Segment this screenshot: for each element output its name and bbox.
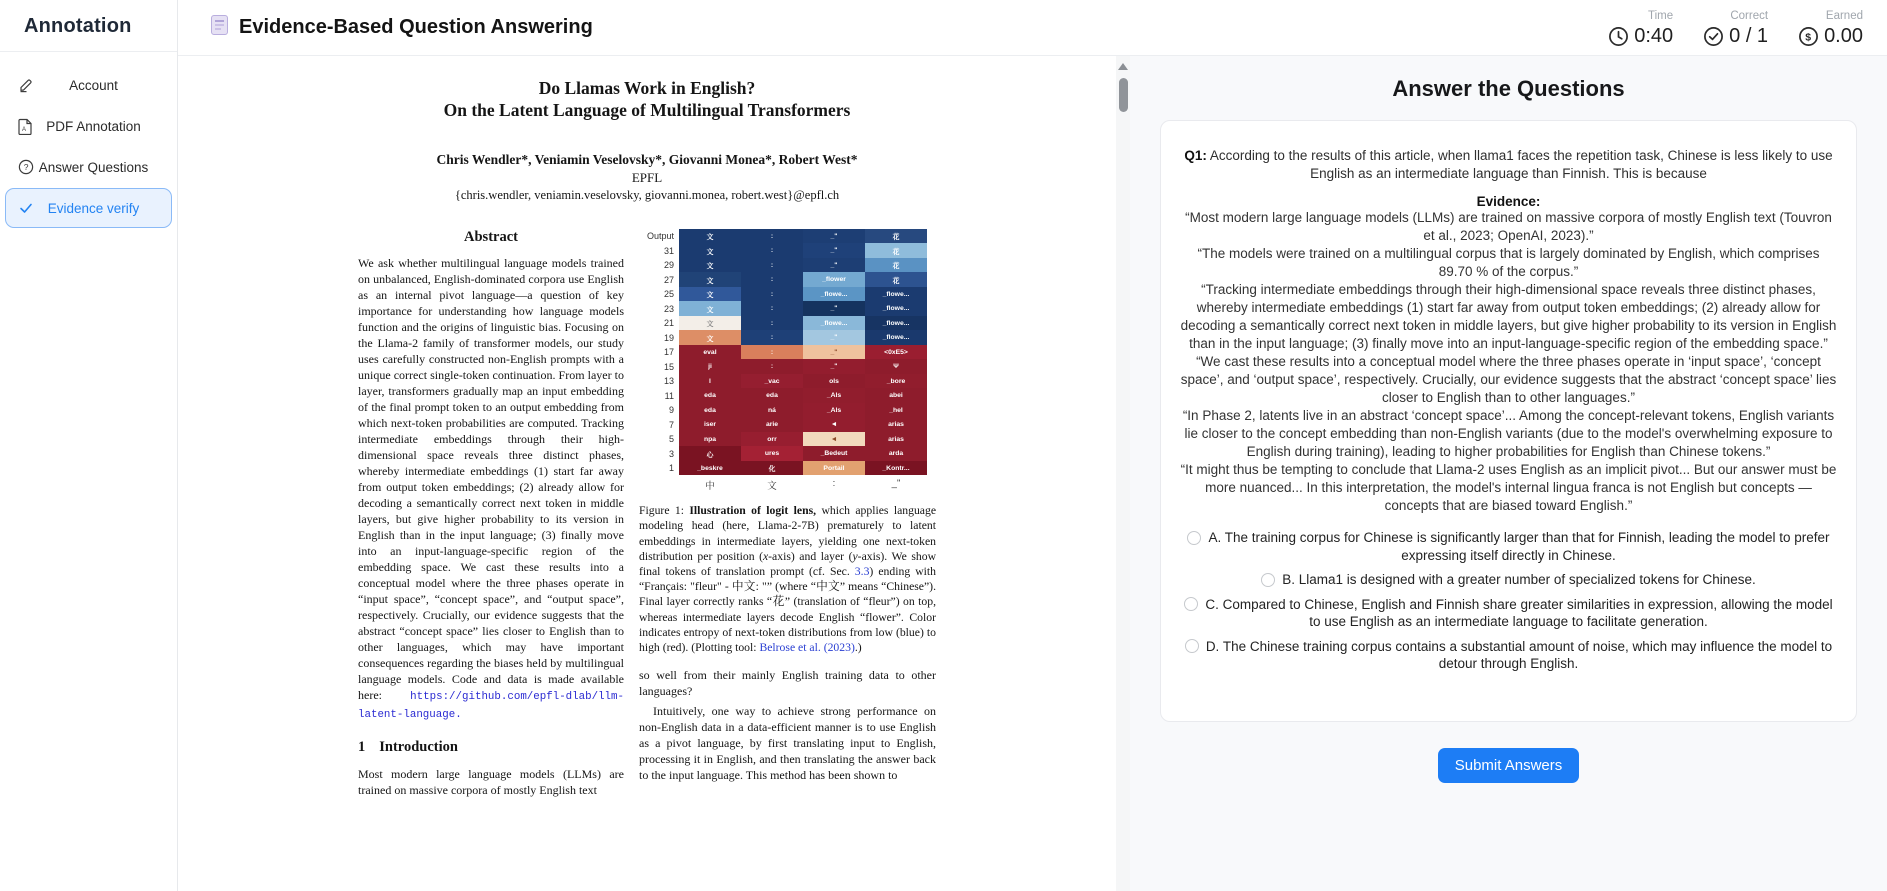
qa-panel <box>1130 56 1887 891</box>
heatmap-row-label: 25 <box>663 289 674 299</box>
paper-title: Do Llamas Work in English? On the Latent Language of Multilingual Transformers <box>443 78 851 120</box>
heatmap-cell: eval <box>679 345 741 360</box>
heatmap-cell: _vac <box>741 374 803 389</box>
radio-button[interactable] <box>1261 573 1275 587</box>
heatmap-row-label: 31 <box>663 245 674 256</box>
heatmap-cell: _Kontr... <box>865 461 927 476</box>
heatmap-x-label: : <box>832 478 836 490</box>
heatmap-cell: 心 <box>679 446 741 461</box>
heatmap-row-label: 3 <box>668 448 674 459</box>
sidebar-nav <box>0 52 177 228</box>
stat-label: Earned <box>1825 9 1863 22</box>
heatmap-cell: : <box>741 229 803 244</box>
stat-correct <box>1703 10 1768 48</box>
radio-button[interactable] <box>1185 639 1199 653</box>
heatmap-cell: _flower <box>803 272 865 287</box>
submit-answers-button[interactable]: Submit Answers <box>1438 748 1580 783</box>
heatmap-cell: ná <box>741 403 803 418</box>
svg-text:$: $ <box>1805 30 1812 43</box>
heatmap-cell: 文 <box>679 229 741 244</box>
heatmap-row-label: 23 <box>663 303 674 314</box>
scroll-up-arrow-icon[interactable] <box>1117 60 1129 72</box>
heatmap-cell: 文 <box>679 272 741 287</box>
heatmap-cell: _bore <box>865 374 927 389</box>
heatmap-cell: abei <box>865 388 927 403</box>
heatmap-cell: <0xE5> <box>865 345 927 360</box>
paper-affiliation: EPFL <box>631 169 663 185</box>
pdf-file-icon <box>17 118 34 135</box>
answer-option-b[interactable] <box>1179 571 1838 589</box>
heatmap-cell: : <box>741 243 803 258</box>
heatmap-cell: _" <box>803 359 865 374</box>
heatmap-cell: _Bedeut <box>803 446 865 461</box>
heatmap-cell: : <box>741 345 803 360</box>
citation-link[interactable]: 3.3 <box>854 565 870 579</box>
question-card <box>1160 120 1857 722</box>
heatmap-cell: 文 <box>679 287 741 302</box>
doc-title-wrap <box>210 14 593 41</box>
heatmap-cell: _Als <box>803 388 865 403</box>
heatmap-cell: 花 <box>865 229 927 244</box>
qa-panel-title: Answer the Questions <box>1392 76 1625 101</box>
option-text: B. Llama1 is designed with a greater number of specialized tokens for Chinese. <box>1282 572 1756 587</box>
heatmap-cell: _" <box>803 229 865 244</box>
heatmap-row-label: 21 <box>663 318 674 328</box>
heatmap-row-label: Output <box>646 231 674 241</box>
paper-authors: Chris Wendler*, Veniamin Veselovsky*, Giovanni Monea*, Robert West* <box>436 151 858 167</box>
content-row <box>178 56 1887 891</box>
heatmap-cell: 化 <box>741 461 803 476</box>
answer-option-c[interactable] <box>1179 596 1838 631</box>
heatmap-cell: Ψ <box>865 359 927 374</box>
stat-label: Time <box>1648 9 1674 22</box>
abstract-text: We ask whether multilingual language models trained on unbalanced, English-dominated corpora use English as an internal pivot language—a question of key importance for understanding how language models function and the origins of linguistic bias. Focusing on the Llama-2 family of transformer models, our study uses carefully constructed non-English prompts with a unique correct single-token continuation. From layer to layer, transformers gradually map an input embedding of the final prompt token to an output embedding from which next-token probabilities are computed. Tracking intermediate embeddings through their high-dimensional space reveals three distinct phases, whereby intermediate embeddings (1) start far away from output token embeddings; (2) already allow for decoding a semantically correct next token in middle layers, but give higher probability to its version in English than in the input language; (3) finally move into an input-language-specific region of the embedding space. We cast these results into a conceptual model where the three phases operate in “input space”, “concept space”, and “output space”, respectively. Crucially, our evidence suggests that the abstract “concept space” lies closer to English than to other languages, which may have important consequences regarding the biases held by multilingual language models. Code and data is made available here: https://github.com/epfl-dlab/llm-latent-language. <box>358 255 624 721</box>
heatmap-cell: arias <box>865 432 927 447</box>
heatmap-cell: : <box>741 301 803 316</box>
stat-value: 0 / 1 <box>1703 25 1768 48</box>
heatmap-cell: : <box>741 258 803 273</box>
heatmap-x-label: 文 <box>767 481 777 493</box>
pdf-viewer <box>178 56 1116 891</box>
heatmap-x-label: 中 <box>705 481 715 493</box>
sidebar-item-answer-questions[interactable] <box>5 147 172 187</box>
heatmap-cell: 文 <box>679 316 741 331</box>
heatmap-cell: 文 <box>679 258 741 273</box>
body-paragraph: Intuitively, one way to achieve strong performance on non-English data in a data-efficient manner is to use English as a pivot language, by first translating input to English, processing it in English, and then translating the answer back to the input language. This method has been shown to <box>639 704 936 783</box>
heatmap-cell: iser <box>679 417 741 432</box>
heatmap-row-label: 27 <box>663 274 674 285</box>
heatmap-cell: Portail <box>803 461 865 476</box>
pdf-page <box>358 78 936 798</box>
heatmap-cell: 花 <box>865 272 927 287</box>
paper-emails: {chris.wendler, veniamin.veselovsky, giovanni.monea, robert.west}@epfl.ch <box>454 187 840 202</box>
heatmap-cell: eda <box>741 388 803 403</box>
heatmap-cell: arda <box>865 446 927 461</box>
heatmap-row-label: 11 <box>664 390 674 401</box>
sidebar-item-label: Account <box>69 77 118 93</box>
heatmap-cell: _flowe... <box>865 330 927 345</box>
heatmap-row-label: 9 <box>668 405 674 415</box>
stat-value: $ 0.00 <box>1798 25 1863 48</box>
sidebar-item-account[interactable] <box>5 65 172 105</box>
heatmap-cell: arie <box>741 417 803 432</box>
sidebar-item-label: PDF Annotation <box>46 118 141 134</box>
section-heading: 1 Introduction <box>358 738 458 755</box>
heatmap-cell: 花 <box>865 243 927 258</box>
stat-value: 0:40 <box>1608 25 1673 48</box>
github-link[interactable]: https://github.com/epfl-dlab/llm-latent-language. <box>358 690 624 721</box>
stat-label: Correct <box>1730 9 1769 22</box>
scrollbar-thumb[interactable] <box>1119 78 1128 112</box>
sidebar-item-label: Evidence verify <box>47 200 140 216</box>
heatmap-cell: 文 <box>679 301 741 316</box>
evidence-heading: Evidence: <box>1476 194 1541 209</box>
heatmap-cell: _" <box>803 258 865 273</box>
heatmap-row-label: 7 <box>668 419 674 430</box>
answer-option-a[interactable] <box>1179 529 1838 564</box>
question-circle-icon <box>17 159 34 176</box>
evidence-list <box>1179 209 1838 515</box>
sidebar <box>0 0 178 891</box>
intro-text: Most modern large language models (LLMs) are trained on massive corpora of mostly English text <box>358 766 624 797</box>
abstract-heading: Abstract <box>464 228 518 245</box>
heatmap-cell: _Als <box>803 403 865 418</box>
heatmap-cell: : <box>741 287 803 302</box>
stat-time <box>1608 10 1673 48</box>
heatmap-cell: 花 <box>865 258 927 273</box>
evidence-quote: “We cast these results into a conceptual model where the three phases operate in ‘input space’, ‘concept space’, and ‘output space’, respectively. Crucially, our evidence suggests that the abstract ‘concept space’ lies closer to English than to other languages.” <box>1180 354 1837 405</box>
heatmap-row-label: 1 <box>668 463 674 473</box>
document-icon <box>210 14 229 41</box>
heatmap-cell: _flowe... <box>865 301 927 316</box>
radio-button[interactable] <box>1187 531 1201 545</box>
figure-heatmap <box>639 229 936 494</box>
radio-button[interactable] <box>1184 597 1198 611</box>
heatmap-cell: ols <box>803 374 865 389</box>
heatmap-cell: _flowe... <box>865 316 927 331</box>
heatmap-cell: ◄ <box>803 432 865 447</box>
check-circle-icon <box>1703 26 1724 47</box>
sidebar-item-evidence-verify[interactable] <box>5 188 172 228</box>
paper-right-column <box>639 229 936 798</box>
heatmap-cell: arias <box>865 417 927 432</box>
heatmap-row-label: 17 <box>663 347 674 357</box>
heatmap-cell: : <box>741 272 803 287</box>
stat-earned <box>1798 10 1863 48</box>
sidebar-item-pdf-annotation[interactable] <box>5 106 172 146</box>
heatmap-cell: eda <box>679 388 741 403</box>
heatmap-cell: _hel <box>865 403 927 418</box>
heatmap-row-label: 29 <box>663 260 674 270</box>
evidence-quote: “In Phase 2, latents live in an abstract ‘concept space’... Among the concept-relevant tokens, English variants lie closer to the concept embedding than non-English variants (due to the model's overwhelming exposure to English during training), leading to higher probabilities for English than Chinese tokens.” <box>1182 408 1835 459</box>
svg-text:?: ? <box>23 162 28 172</box>
heatmap-cell: _flowe... <box>803 316 865 331</box>
evidence-quote: “It might thus be tempting to conclude that Llama-2 uses English as an implicit pivot... But our answer must be more nuanced... In this interpretation, the model's internal lingua franca is not English but concepts — concepts that are biased toward English.” <box>1180 462 1837 513</box>
heatmap-cell: npa <box>679 432 741 447</box>
submit-row <box>1160 748 1857 783</box>
answer-options <box>1179 529 1838 673</box>
sidebar-title: Annotation <box>0 0 177 52</box>
topbar <box>178 0 1887 56</box>
option-text: D. The Chinese training corpus contains a substantial amount of noise, which may influence the model to detour through English. <box>1205 638 1833 671</box>
clock-icon <box>1608 26 1629 47</box>
option-text: A. The training corpus for Chinese is significantly larger than that for Finnish, leading the model to prefer expressing itself directly in Chinese. <box>1208 530 1830 563</box>
svg-text:A: A <box>22 126 27 133</box>
check-icon <box>17 200 34 217</box>
pen-icon <box>17 77 34 94</box>
heatmap-cell: _" <box>803 330 865 345</box>
evidence-quote: “Tracking intermediate embeddings through their high-dimensional space reveals three distinct phases, whereby intermediate embeddings (1) start far away from output token embeddings; (2) already allow for decoding a semantically correct next token in middle layers, but give higher probability to its version in English than in the input language; (3) finally move into an input-language-specific region of the embedding space.” <box>1180 282 1837 351</box>
question-text: Q1: According to the results of this article, when llama1 faces the repetition task, Chinese is less likely to use English as an intermediate language than Finnish. This is because <box>1184 148 1833 181</box>
heatmap-x-label: _" <box>891 478 901 490</box>
heatmap-axis-corner <box>639 475 679 493</box>
heatmap-cell: eda <box>679 403 741 418</box>
heatmap-cell: _flowe... <box>865 287 927 302</box>
heatmap-cell: _flowe... <box>803 287 865 302</box>
heatmap-cell: : <box>741 316 803 331</box>
dollar-circle-icon <box>1798 26 1819 47</box>
evidence-quote: “Most modern large language models (LLMs) are trained on massive corpora of mostly English text (Touvron et al., 2023; OpenAI, 2023).” <box>1185 210 1832 243</box>
option-text: C. Compared to Chinese, English and Finnish share greater similarities in expression, allowing the model to use English as an intermediate language to facilitate generation. <box>1205 596 1833 629</box>
heatmap-cell: : <box>741 359 803 374</box>
heatmap-row-label: 19 <box>663 332 674 343</box>
answer-option-d[interactable] <box>1179 638 1838 673</box>
heatmap-cell: _beskre <box>679 461 741 476</box>
heatmap-cell: orr <box>741 432 803 447</box>
figure-caption: Figure 1: Illustration of logit lens, which applies language modeling head (here, Llama-2-7B) prematurely to latent embeddings in intermediate layers, yielding one next-token distribution per position (x-axis) and layer (y-axis). We show final tokens of translation prompt (cf. Sec. 3.3) ending with “Français: "fleur" - 中文: "” (where “中文” means “Chinese”). Final layer correctly ranks “花” (translation of “fleur”) on top, whereas intermediate layers decode English “flower”. Color indicates entropy of next-token distributions from low (blue) to high (red). (Plotting tool: Belrose et al. (2023).) <box>639 504 937 655</box>
stats <box>1608 8 1863 48</box>
heatmap-cell: ures <box>741 446 803 461</box>
citation-link[interactable]: Belrose et al. (2023) <box>759 641 855 655</box>
heatmap-cell: _" <box>803 345 865 360</box>
heatmap-cell: : <box>741 330 803 345</box>
heatmap-cell: ◄ <box>803 417 865 432</box>
sidebar-item-label: Answer Questions <box>38 159 149 175</box>
heatmap-cell: 文 <box>679 243 741 258</box>
body-paragraph: so well from their mainly English training data to other languages? <box>639 668 936 699</box>
heatmap-cell: _" <box>803 301 865 316</box>
page-title: Evidence-Based Question Answering <box>239 16 593 38</box>
heatmap-cell: 文 <box>679 330 741 345</box>
evidence-quote: “The models were trained on a multilingual corpus that is largely dominated by English, which comprises 89.70 % of the corpus.” <box>1197 246 1820 279</box>
paper-left-column <box>358 229 624 798</box>
heatmap-cell: _" <box>803 243 865 258</box>
heatmap-row-label: 13 <box>663 376 674 386</box>
heatmap-cell: ji <box>679 359 741 374</box>
heatmap-cell: l <box>679 374 741 389</box>
heatmap-row-label: 5 <box>668 434 674 444</box>
pdf-scrollbar[interactable] <box>1116 56 1130 891</box>
heatmap-row-label: 15 <box>663 361 674 372</box>
main-area <box>178 0 1887 891</box>
